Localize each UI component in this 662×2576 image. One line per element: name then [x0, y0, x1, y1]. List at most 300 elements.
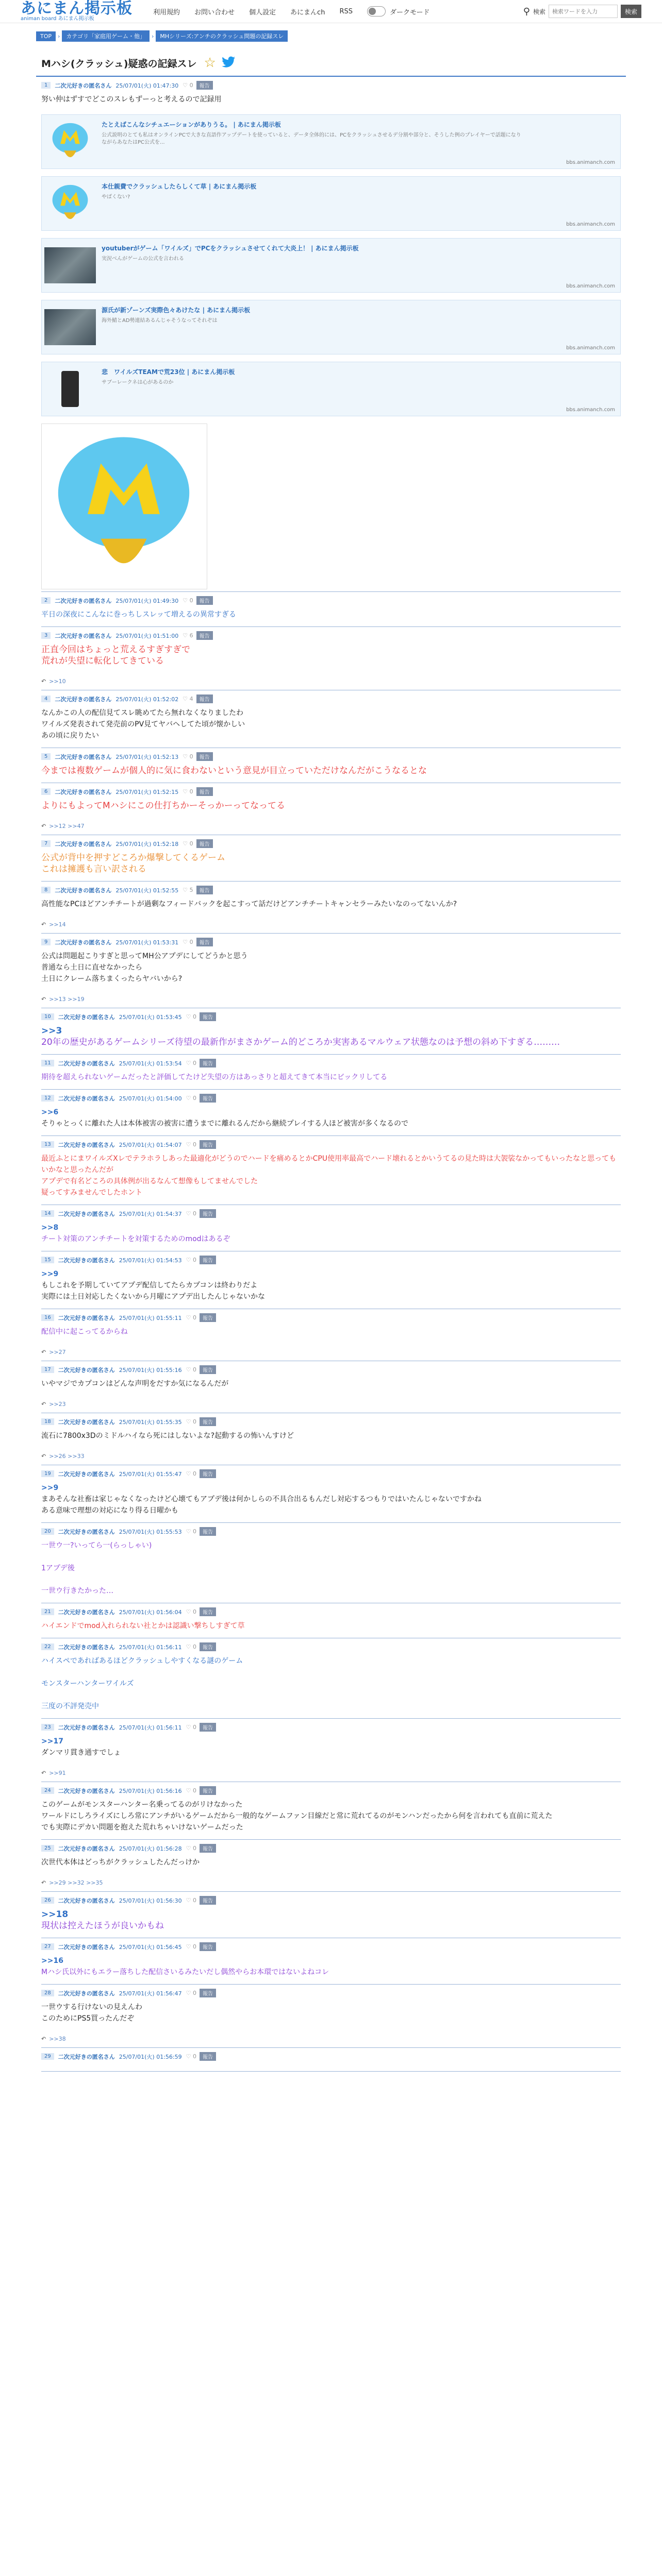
- reply-anchor[interactable]: >>16: [41, 1957, 63, 1965]
- post-line: 流石に7800x3Dのミドルハイなら死にはしないよな?起動するの怖いんすけど: [41, 1432, 294, 1440]
- link-card-list: [41, 109, 621, 416]
- post-author: 二次元好きの匿名さん: [58, 1060, 115, 1067]
- post: [0, 592, 662, 627]
- like-button[interactable]: [183, 696, 193, 702]
- like-button[interactable]: [186, 1257, 196, 1263]
- heart-icon[interactable]: ♡: [186, 1528, 193, 1535]
- heart-icon[interactable]: ♡: [186, 1608, 193, 1615]
- post-line: Mハシ氏以外にもエラー落ちした配信さいるみたいだし偶然やらお本環ではないよねコレ: [41, 1968, 329, 1976]
- post-meta: [41, 2052, 621, 2061]
- post-date: 25/07/01(火) 01:56:45: [119, 1943, 182, 1951]
- search-button[interactable]: 検索: [621, 5, 641, 18]
- post-line: 一世ウ一?いってら一(らっしゃい): [41, 1541, 152, 1550]
- heart-icon[interactable]: ♡: [183, 82, 190, 89]
- like-count: 0: [192, 1643, 196, 1650]
- heart-icon[interactable]: ♡: [186, 1366, 193, 1373]
- report-button[interactable]: 報告: [200, 1365, 216, 1374]
- report-button[interactable]: 報告: [200, 1313, 216, 1322]
- heart-icon[interactable]: ♡: [186, 1943, 193, 1950]
- heart-icon[interactable]: ♡: [186, 1257, 193, 1263]
- post: [0, 1938, 662, 1985]
- link-card[interactable]: [41, 114, 621, 169]
- nav-rss[interactable]: RSS: [339, 7, 353, 15]
- post-number[interactable]: 9: [41, 939, 51, 945]
- post-meta: [41, 1896, 621, 1905]
- report-button[interactable]: 報告: [196, 839, 213, 848]
- like-button[interactable]: [183, 887, 193, 893]
- post-meta: [41, 1723, 621, 1732]
- like-count: 0: [192, 1528, 196, 1535]
- post-author: 二次元好きの匿名さん: [58, 1418, 115, 1426]
- post-date: 25/07/01(火) 01:53:54: [119, 1060, 182, 1067]
- post-body: [41, 1378, 621, 1394]
- post-meta: [41, 1844, 621, 1853]
- like-button[interactable]: [186, 1528, 196, 1535]
- reply-anchors[interactable]: >>29 >>32 >>35: [49, 1879, 103, 1886]
- post-number[interactable]: 24: [41, 1787, 54, 1794]
- like-count: 0: [192, 1366, 196, 1373]
- reply-anchor[interactable]: >>17: [41, 1737, 63, 1745]
- post-number[interactable]: 8: [41, 887, 51, 893]
- report-button[interactable]: 報告: [200, 1723, 216, 1732]
- post-line: まあそんな社畜は家じゃなくなったけど心壊てもアプデ後は何かしらの不具合出るもんだし対応するつもりではいたんじゃないですかね: [41, 1495, 482, 1503]
- card-description: 海外鯖とAD勢連結あるんじゃそうなってそれぞは: [102, 318, 218, 324]
- post-meta: [41, 1642, 621, 1651]
- report-button[interactable]: 報告: [200, 1059, 216, 1067]
- post-meta: [41, 1417, 621, 1426]
- link-card[interactable]: [41, 176, 621, 231]
- post-author: 二次元好きの匿名さん: [55, 696, 112, 703]
- report-button[interactable]: 報告: [200, 1942, 216, 1951]
- heart-icon[interactable]: ♡: [186, 1141, 193, 1148]
- like-count: 0: [192, 1608, 196, 1615]
- post: [0, 1840, 662, 1892]
- attached-image[interactable]: [41, 423, 207, 589]
- heart-icon[interactable]: ♡: [186, 1060, 193, 1066]
- reply-anchors[interactable]: >>12 >>47: [49, 823, 85, 829]
- post: [0, 1892, 662, 1938]
- post-body: [41, 1799, 621, 1837]
- like-count: 0: [189, 939, 193, 945]
- like-button[interactable]: [186, 1643, 196, 1650]
- post-line: 正直今回はちょっと荒えるすぎすぎで: [41, 645, 190, 655]
- report-button[interactable]: 報告: [196, 81, 213, 90]
- reply-links: [41, 1349, 621, 1359]
- report-button[interactable]: 報告: [200, 1527, 216, 1536]
- post-meta: [41, 787, 621, 796]
- link-card[interactable]: [41, 238, 621, 293]
- post-number[interactable]: 20: [41, 1528, 54, 1535]
- like-button[interactable]: [186, 1060, 196, 1066]
- post-body: [41, 1857, 621, 1872]
- post-author: 二次元好きの匿名さん: [55, 632, 112, 639]
- reply-anchor[interactable]: >>9: [41, 1270, 59, 1278]
- post: [0, 1361, 662, 1413]
- reply-links: [41, 1401, 621, 1411]
- post-line: 疑ってすみませんでしたホント: [41, 1189, 142, 1197]
- like-count: 0: [192, 1095, 196, 1101]
- like-count: 0: [189, 788, 193, 795]
- post-number[interactable]: 28: [41, 1990, 54, 1996]
- post-number[interactable]: 15: [41, 1257, 54, 1263]
- like-button[interactable]: [186, 1013, 196, 1020]
- card-description: 公式説明のとても私はオンラインPCで大きな直語作アップデートを使っていると、データ全体的には、PCをクラッシュさせるデ分割や部分と、そうした例のプレイヤーで話題になりながらあなたはPC公式を...: [102, 132, 521, 145]
- post-number[interactable]: 18: [41, 1418, 54, 1425]
- post-line: これは擁護も言い訳される: [41, 864, 146, 874]
- reply-anchors[interactable]: >>23: [49, 1401, 66, 1408]
- reply-links: [41, 823, 621, 833]
- post-number[interactable]: 12: [41, 1095, 54, 1101]
- heart-icon[interactable]: ♡: [183, 632, 190, 639]
- reply-anchors[interactable]: >>91: [49, 1770, 66, 1776]
- post-body: [41, 1326, 621, 1342]
- card-title[interactable]: たとえばこんなシチュエーションがありうる。 | あにまん掲示板: [102, 121, 281, 128]
- post-date: 25/07/01(火) 01:54:07: [119, 1141, 182, 1148]
- like-button[interactable]: [186, 1897, 196, 1904]
- dark-mode-toggle[interactable]: [367, 6, 386, 16]
- like-count: 0: [189, 753, 193, 760]
- post-number[interactable]: 4: [41, 696, 51, 702]
- search-icon[interactable]: ⚲: [523, 6, 530, 17]
- heart-icon[interactable]: ♡: [186, 1724, 193, 1731]
- post-number[interactable]: 6: [41, 788, 51, 795]
- logo-subtext: animan board あにまん掲示板: [21, 16, 94, 22]
- breadcrumb-thread[interactable]: MHシリーズ:アンチのクラッシュ問題の記録スレ: [156, 30, 288, 42]
- post-date: 25/07/01(火) 01:55:47: [119, 1470, 182, 1478]
- report-button[interactable]: 報告: [196, 631, 213, 640]
- like-button[interactable]: [186, 1990, 196, 1996]
- post-meta: [41, 1313, 621, 1322]
- report-button[interactable]: 報告: [200, 1786, 216, 1795]
- report-button[interactable]: 報告: [200, 1989, 216, 1997]
- link-card[interactable]: [41, 362, 621, 416]
- post-line: 平日の深夜にこんなに巻っちしスレッて増えるの異常すぎる: [41, 611, 236, 619]
- report-button[interactable]: 報告: [200, 1209, 216, 1218]
- post-line: 荒れが失望に転化してきている: [41, 656, 164, 666]
- report-button[interactable]: 報告: [200, 1417, 216, 1426]
- post-date: 25/07/01(火) 01:47:30: [115, 82, 179, 89]
- reply-anchor[interactable]: >>9: [41, 1484, 59, 1492]
- post-meta: [41, 1469, 621, 1478]
- heart-icon[interactable]: ♡: [186, 1643, 193, 1650]
- card-thumbnail[interactable]: [42, 115, 98, 168]
- like-button[interactable]: [186, 1845, 196, 1852]
- post: [0, 77, 662, 592]
- post-line: 実際には土日対応したくないから月曜にアプデ出したんじゃないかな: [41, 1293, 265, 1301]
- post-date: 25/07/01(火) 01:51:00: [115, 632, 179, 639]
- report-button[interactable]: 報告: [196, 596, 213, 605]
- report-button[interactable]: 報告: [200, 1896, 216, 1905]
- post-body: [41, 1072, 621, 1087]
- card-thumbnail[interactable]: [42, 362, 98, 416]
- post-line: ハイスペであればあるほどクラッシュしやすくなる謎のゲーム: [41, 1657, 243, 1665]
- post-body: [41, 2065, 621, 2069]
- post-line: 公式が背中を押すどころか爆撃してくるゲーム: [41, 853, 225, 863]
- reply-icon[interactable]: ↶: [41, 1349, 46, 1355]
- like-button[interactable]: [183, 753, 193, 760]
- logo-text[interactable]: あにまん掲示板: [21, 0, 133, 18]
- post: [0, 1055, 662, 1090]
- post-author: 二次元好きの匿名さん: [58, 1210, 115, 1217]
- like-count: 0: [192, 1787, 196, 1794]
- reply-anchors[interactable]: >>10: [49, 678, 66, 685]
- search-scope-select[interactable]: 検索: [533, 8, 545, 15]
- heart-icon[interactable]: ♡: [186, 1314, 193, 1321]
- like-button[interactable]: [186, 1724, 196, 1731]
- reply-icon[interactable]: ↶: [41, 823, 46, 829]
- like-button[interactable]: [183, 597, 193, 604]
- like-button[interactable]: [186, 1210, 196, 1217]
- reply-icon[interactable]: ↶: [41, 1401, 46, 1408]
- post-line: 次世代本体はどっちがクラッシュしたんだっけか: [41, 1858, 200, 1867]
- post-number[interactable]: 21: [41, 1608, 54, 1615]
- reply-icon[interactable]: ↶: [41, 1879, 46, 1886]
- post-author: 二次元好きの匿名さん: [58, 1608, 115, 1616]
- post-line: 高性能なPCほどアンチチートが過剰なフィードバックを起こすって話だけどアンチチートキャンセラーみたいなのってないんか?: [41, 900, 457, 908]
- reply-icon[interactable]: ↶: [41, 1770, 46, 1776]
- heart-icon[interactable]: ♡: [183, 753, 190, 760]
- post-date: 25/07/01(火) 01:56:11: [119, 1724, 182, 1731]
- post-number[interactable]: 5: [41, 753, 51, 760]
- reply-icon[interactable]: ↶: [41, 996, 46, 1003]
- post-author: 二次元好きの匿名さん: [58, 1787, 115, 1794]
- reply-anchors[interactable]: >>38: [49, 2036, 66, 2042]
- post-date: 25/07/01(火) 01:56:47: [119, 1990, 182, 1997]
- report-button[interactable]: 報告: [200, 1469, 216, 1478]
- card-title[interactable]: 源氏が新ゾーンズ実際色々あけたな | あにまん掲示板: [102, 307, 251, 314]
- post-number[interactable]: 13: [41, 1141, 54, 1148]
- report-button[interactable]: 報告: [200, 1844, 216, 1853]
- post-meta: [41, 938, 621, 946]
- like-button[interactable]: [186, 1314, 196, 1321]
- post-line: ワイルズ発表されて発売前のPV見てヤバヘしてた頃が懐かしい: [41, 720, 245, 728]
- breadcrumb-separator: ›: [151, 32, 154, 40]
- heart-icon[interactable]: ♡: [186, 1210, 193, 1217]
- post-date: 25/07/01(火) 01:52:18: [115, 840, 179, 848]
- reply-icon[interactable]: ↶: [41, 678, 46, 685]
- report-button[interactable]: 報告: [196, 752, 213, 761]
- post-author: 二次元好きの匿名さん: [58, 1257, 115, 1264]
- post-number[interactable]: 11: [41, 1060, 54, 1066]
- post: [0, 1413, 662, 1465]
- post-body: [41, 951, 621, 989]
- post-meta: [41, 1059, 621, 1067]
- like-button[interactable]: [186, 1418, 196, 1425]
- like-count: 0: [192, 1210, 196, 1217]
- report-button[interactable]: 報告: [200, 1256, 216, 1264]
- like-button[interactable]: [186, 1608, 196, 1615]
- site-logo[interactable]: [21, 1, 133, 22]
- post-list: [0, 77, 662, 2072]
- like-button[interactable]: [186, 1095, 196, 1101]
- heart-icon[interactable]: ♡: [183, 840, 190, 847]
- post-author: 二次元好きの匿名さん: [58, 1990, 115, 1997]
- report-button[interactable]: 報告: [196, 787, 213, 796]
- post: [0, 690, 662, 748]
- heart-icon[interactable]: ♡: [186, 1990, 193, 1996]
- reply-anchor[interactable]: >>18: [41, 1909, 69, 1920]
- like-button[interactable]: [183, 632, 193, 639]
- post-line: アプデで有名どころの具体例が出るなんて想像もしてませんでした: [41, 1177, 258, 1185]
- heart-icon[interactable]: ♡: [186, 1897, 193, 1904]
- like-button[interactable]: [186, 2053, 196, 2060]
- post-number[interactable]: 2: [41, 597, 51, 604]
- card-title[interactable]: 悲 ワイルズTEAMで荒23位 | あにまん掲示板: [102, 368, 235, 376]
- post-line: そりゃとっくに離れた人は本体被害の被害に遭うまでに離れるんだから継続プレイする人ほど被害が多くなるので: [41, 1120, 409, 1128]
- post-author: 二次元好きの匿名さん: [58, 1141, 115, 1148]
- like-count: 0: [192, 1470, 196, 1477]
- post-line: あの頃に戻りたい: [41, 732, 99, 740]
- post-number[interactable]: 19: [41, 1470, 54, 1477]
- post-number[interactable]: 22: [41, 1643, 54, 1650]
- reply-icon[interactable]: ↶: [41, 1453, 46, 1460]
- like-button[interactable]: [186, 1470, 196, 1477]
- like-count: 5: [189, 887, 193, 893]
- report-button[interactable]: 報告: [196, 886, 213, 894]
- post-line: 普通なら土日に直せなかったら: [41, 963, 142, 972]
- like-count: 0: [189, 597, 193, 604]
- like-button[interactable]: [183, 939, 193, 945]
- heart-icon[interactable]: ♡: [186, 1095, 193, 1101]
- post-body: [41, 899, 621, 914]
- post-number[interactable]: 29: [41, 2053, 54, 2060]
- reply-anchors[interactable]: >>14: [49, 921, 66, 928]
- post-line: 今までは複数ゲームが個人的に気に食わないという意見が目立っていただけなんだがこうなるとな: [41, 766, 427, 776]
- heart-icon[interactable]: ♡: [186, 2053, 193, 2060]
- like-button[interactable]: [186, 1366, 196, 1373]
- breadcrumb-category[interactable]: カテゴリ「家庭用ゲーム・他」: [62, 30, 150, 42]
- post-number[interactable]: 23: [41, 1724, 54, 1731]
- post-date: 25/07/01(火) 01:55:11: [119, 1314, 182, 1321]
- report-button[interactable]: 報告: [200, 1012, 216, 1021]
- like-count: 0: [192, 1060, 196, 1066]
- post-number[interactable]: 14: [41, 1210, 54, 1217]
- reply-icon[interactable]: ↶: [41, 2036, 46, 2042]
- post-author: 二次元好きの匿名さん: [58, 1845, 115, 1852]
- post-line: よりにもよってMハシにこの仕打ちかーそっかーってなってる: [41, 801, 285, 811]
- post: [0, 1782, 662, 1840]
- dark-mode-label: ダークモード: [389, 8, 430, 16]
- card-title[interactable]: youtuberがゲーム「ワイルズ」でPCをクラッシュさせてくれて大炎上！ | あにまん掲示板: [102, 245, 359, 252]
- nav-animanch[interactable]: あにまんch: [290, 8, 325, 16]
- card-thumbnail[interactable]: [42, 239, 98, 292]
- reply-anchor[interactable]: >>6: [41, 1108, 59, 1116]
- reply-links: [41, 678, 621, 688]
- post-line: 公式は問題起こりすぎと思ってMH公アプデにしてどうかと思う: [41, 952, 248, 960]
- report-button[interactable]: 報告: [200, 1607, 216, 1616]
- post-number[interactable]: 25: [41, 1845, 54, 1852]
- post-date: 25/07/01(火) 01:52:02: [115, 696, 179, 703]
- twitter-share-icon[interactable]: [222, 56, 236, 70]
- post-line: このゲームがモンスターハンター名乗ってるのがリけなかった: [41, 1801, 243, 1809]
- post-author: 二次元好きの匿名さん: [58, 2053, 115, 2060]
- heart-icon[interactable]: ♡: [183, 597, 190, 604]
- post: [0, 1008, 662, 1055]
- heart-icon[interactable]: ♡: [183, 887, 190, 893]
- like-button[interactable]: [183, 788, 193, 795]
- post-author: 二次元好きの匿名さん: [55, 788, 112, 795]
- post-body: [41, 94, 621, 109]
- like-button[interactable]: [186, 1943, 196, 1950]
- heart-icon[interactable]: ♡: [186, 1470, 193, 1477]
- post: [0, 835, 662, 882]
- post-line: このためにPS5買ったんだぞ: [41, 2014, 135, 2023]
- card-thumbnail[interactable]: [42, 300, 98, 354]
- heart-icon[interactable]: ♡: [186, 1787, 193, 1794]
- post-line: [41, 1574, 621, 1585]
- link-card[interactable]: [41, 300, 621, 354]
- heart-icon[interactable]: ♡: [183, 939, 190, 945]
- nav-settings[interactable]: 個人設定: [249, 8, 276, 16]
- post: [0, 2048, 662, 2072]
- like-count: 6: [189, 632, 193, 639]
- reply-anchors[interactable]: >>27: [49, 1349, 66, 1355]
- post-meta: [41, 1527, 621, 1536]
- heart-icon[interactable]: ♡: [183, 696, 190, 702]
- search-input[interactable]: [549, 5, 618, 18]
- search-bar: [523, 5, 641, 18]
- post-author: 二次元好きの匿名さん: [58, 1724, 115, 1731]
- report-button[interactable]: 報告: [200, 1094, 216, 1103]
- heart-icon[interactable]: ♡: [186, 1013, 193, 1020]
- reply-anchors[interactable]: >>13 >>19: [49, 996, 85, 1003]
- nav-contact[interactable]: お問い合わせ: [194, 8, 235, 16]
- report-button[interactable]: 報告: [200, 1140, 216, 1149]
- report-button[interactable]: 報告: [196, 938, 213, 946]
- post-number[interactable]: 27: [41, 1943, 54, 1950]
- post-number[interactable]: 7: [41, 840, 51, 847]
- post-number[interactable]: 26: [41, 1897, 54, 1904]
- post-number[interactable]: 10: [41, 1013, 54, 1020]
- reply-anchors[interactable]: >>26 >>33: [49, 1453, 85, 1460]
- post-number[interactable]: 3: [41, 632, 51, 639]
- report-button[interactable]: 報告: [200, 1642, 216, 1651]
- like-button[interactable]: [186, 1787, 196, 1794]
- like-button[interactable]: [183, 840, 193, 847]
- post-line: 土日にクレーム落ちまくったらヤバいから?: [41, 975, 183, 983]
- post-meta: [41, 1012, 621, 1021]
- post-line: 現状は控えたほうが良いかもね: [41, 1921, 164, 1931]
- report-button[interactable]: 報告: [196, 694, 213, 703]
- heart-icon[interactable]: ♡: [186, 1418, 193, 1425]
- heart-icon[interactable]: ♡: [183, 788, 190, 795]
- breadcrumb-top[interactable]: TOP: [36, 31, 56, 41]
- post: [0, 783, 662, 835]
- post-number[interactable]: 17: [41, 1366, 54, 1373]
- reply-anchor[interactable]: >>3: [41, 1026, 62, 1036]
- reply-anchor[interactable]: >>8: [41, 1224, 59, 1232]
- report-button[interactable]: 報告: [200, 2052, 216, 2061]
- breadcrumb-separator: ›: [58, 32, 60, 40]
- like-button[interactable]: [186, 1141, 196, 1148]
- nav-terms[interactable]: 利用規約: [153, 8, 180, 16]
- heart-icon[interactable]: ♡: [186, 1845, 193, 1852]
- post: [0, 934, 662, 1008]
- card-text: [98, 239, 529, 292]
- post-number[interactable]: 16: [41, 1314, 54, 1321]
- post-number[interactable]: 1: [41, 82, 51, 89]
- post-line: ハイエンドでmod入れられない社とかは認識い撃ちしすぎて草: [41, 1622, 245, 1630]
- reply-links: [41, 2036, 621, 2045]
- reply-icon[interactable]: ↶: [41, 921, 46, 928]
- post-meta: [41, 1989, 621, 1997]
- post-body: [41, 2002, 621, 2028]
- favorite-star-icon[interactable]: ☆: [204, 55, 216, 71]
- like-button[interactable]: [183, 82, 193, 89]
- card-thumbnail[interactable]: [42, 177, 98, 230]
- card-title[interactable]: 本仕親費でクラッシュしたらしくて草 | あにまん掲示板: [102, 183, 257, 190]
- post-author: 二次元好きの匿名さん: [55, 597, 112, 604]
